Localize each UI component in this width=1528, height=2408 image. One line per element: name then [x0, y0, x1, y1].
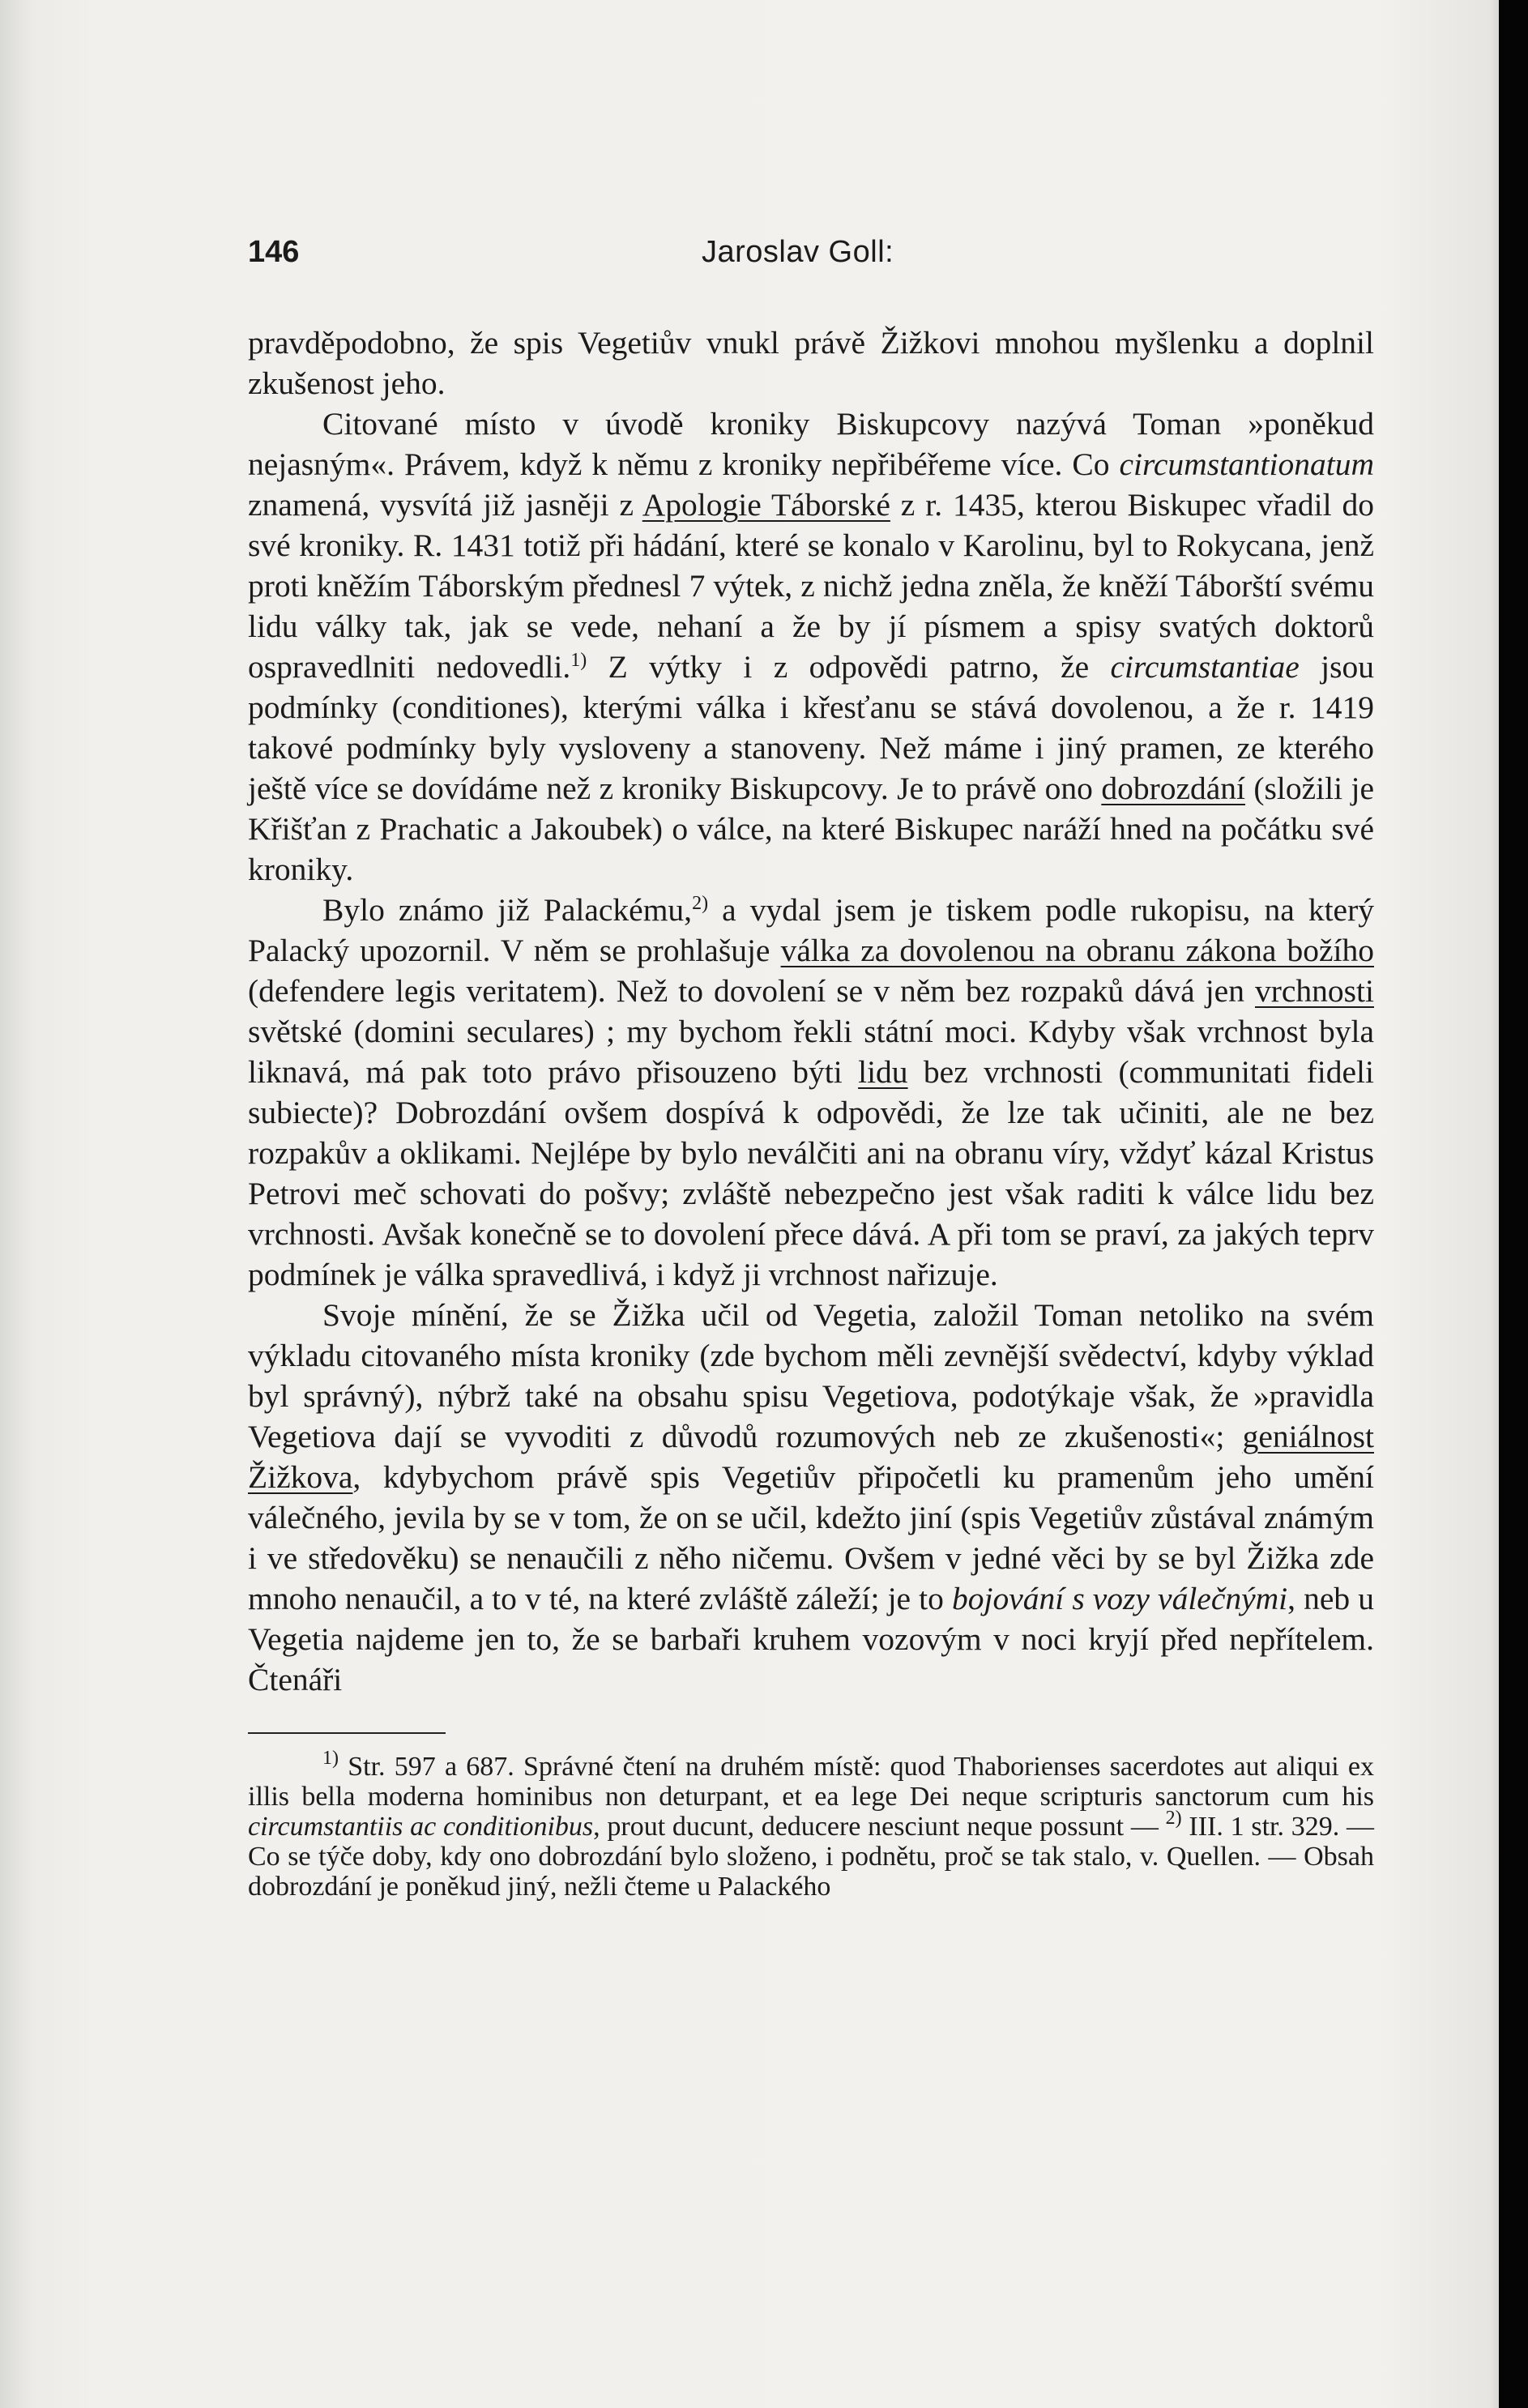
text-run: , neb u Vegetia najdeme jen to, že se barbaři kruhem vozovým v noci kryjí před nepřítelem. Čtenáři	[248, 1581, 1374, 1697]
text-run: (složili je Křišťan z Prachatic a Jakoubek) o válce, na které Biskupec naráží hned na počátku své kroniky.	[248, 771, 1374, 887]
text-run: (defendere legis veritatem). Než to dovolení se v něm bez rozpaků dává jen	[248, 973, 1255, 1009]
text-run: III. 1 str. 329. — Co se týče doby, kdy ono dobrozdání bylo složeno, i podnětu, proč se tak stalo, v. Quellen. — Obsah dobrozdání je poněkud jiný, nežli čteme u Palackého	[248, 1812, 1375, 1902]
paragraph-4	[248, 1295, 1374, 1700]
paragraph-2	[248, 403, 1374, 890]
text-run: pravděpodobno, že spis Vegetiův vnukl právě Žižkovi mnohou myšlenku a doplnil zkušenost jeho.	[248, 325, 1374, 401]
text-run: jsou podmínky (conditiones), kterými válka i křesťanu se stává dovolenou, a že r. 1419 takové podmínky byly vysloveny a stanoveny. Než máme i jiný pramen, ze kterého ještě více se dovídáme než z kroniky Biskupcovy. Je to právě ono	[248, 649, 1374, 806]
running-title: Jaroslav Goll:	[702, 235, 894, 269]
italic-term: bojování s vozy válečnými	[952, 1581, 1288, 1616]
footnote-1	[248, 1748, 1375, 1902]
text-run: Citované místo v úvodě kroniky Biskupcovy nazývá Toman »poněkud nejasným«. Právem, když k němu z kroniky nepřibéřeme více. Co	[248, 406, 1374, 482]
page-number: 146	[248, 235, 300, 269]
paragraph-1	[248, 322, 1374, 403]
underlined-phrase: vrchnosti	[1254, 973, 1374, 1009]
body-text	[248, 322, 1374, 1700]
text-run: Bylo známo již Palackému,	[322, 892, 693, 928]
running-head	[248, 235, 1374, 275]
text-run: , prout ducunt, deducere nesciunt neque possunt —	[593, 1812, 1166, 1842]
page-content	[248, 235, 1374, 1902]
footnote-ref-2: 2)	[692, 893, 709, 914]
text-run: Svoje mínění, že se Žižka učil od Vegetia, založil Toman netoliko na svém výkladu citovaného místa kroniky (zde bychom měli zevnější svědectví, kdyby výklad byl správný), nýbrž také na obsahu spisu Vegetiova, podotýkaje však, že »pravidla Vegetiova dají se vyvoditi z důvodů rozumových neb ze zkušenosti«;	[248, 1297, 1374, 1454]
text-run: a vydal jsem je tiskem podle rukopisu, na který Palacký upozornil. V něm se prohlašuje	[248, 892, 1374, 968]
italic-term: circumstantiis ac conditionibus	[248, 1812, 594, 1842]
text-run: Str. 597 a 687. Správné čtení na druhém místě: quod Thaborienses sacerdotes aut aliqui ex illis bella moderna hominibus non deturpant, et ea lege Dei neque scripturis sanctorum cum his	[248, 1752, 1374, 1812]
underlined-phrase: válka za dovolenou na obranu zákona božího	[780, 933, 1374, 968]
footnote-marker-2: 2)	[1165, 1808, 1182, 1829]
text-run: světské (domini seculares) ; my bychom řekli státní moci. Kdyby však vrchnost byla liknavá, má pak toto právo přisouzeno býti	[248, 1014, 1374, 1090]
footnote-rule	[248, 1732, 446, 1734]
scan-edge	[1499, 0, 1528, 2408]
italic-term: circumstantionatum	[1119, 446, 1374, 482]
text-run: znamená, vysvítá již jasněji z	[248, 487, 642, 523]
text-run: , kdybychom právě spis Vegetiův připočetli ku pramenům jeho umění válečného, jevila by se v tom, že on se učil, kdežto jiní (spis Vegetiův zůstával známým i ve středověku) se nenaučili z něho ničemu. Ovšem v jedné věci by se byl Žižka zde mnoho nenaučil, a to v té, na které zvláště záleží; je to	[248, 1459, 1374, 1616]
paragraph-3	[248, 890, 1374, 1295]
underlined-phrase: geniálnost Žižkova	[248, 1419, 1374, 1495]
text-run: bez vrchnosti (communitati fideli subiecte)? Dobrozdání ovšem dospívá k odpovědi, že lze tak učiniti, ale ne bez rozpakův a oklikami. Nejlépe by bylo neválčiti ani na obranu víry, vždyť kázal Kristus Petrovi meč schovati do pošvy; zvláště nebezpečno jest však raditi k válce lidu bez vrchnosti. Avšak konečně se to dovolení přece dává. A při tom se praví, za jakých teprv podmínek je válka spravedlivá, i když ji vrchnost nařizuje.	[248, 1054, 1374, 1292]
underlined-phrase: lidu	[858, 1054, 908, 1090]
underlined-phrase: Apologie Táborské	[642, 487, 890, 523]
footnote-ref-1: 1)	[570, 650, 587, 671]
text-run: z r. 1435, kterou Biskupec vřadil do své kroniky. R. 1431 totiž při hádání, které se konalo v Karolinu, byl to Rokycana, jenž proti kněžím Táborským přednesl 7 výtek, z nichž jedna zněla, že kněží Táborští svému lidu války tak, jak se vede, nehaní a že by jí písmem a spisy svatých doktorů ospravedlniti nedovedli.	[248, 487, 1374, 685]
underlined-phrase: dobrozdání	[1101, 771, 1246, 806]
footnotes	[248, 1748, 1375, 1902]
text-run: Z výtky i z odpovědi patrno, že	[587, 649, 1111, 685]
italic-term: circumstantiae	[1110, 649, 1300, 685]
footnote-marker-1: 1)	[322, 1748, 339, 1769]
